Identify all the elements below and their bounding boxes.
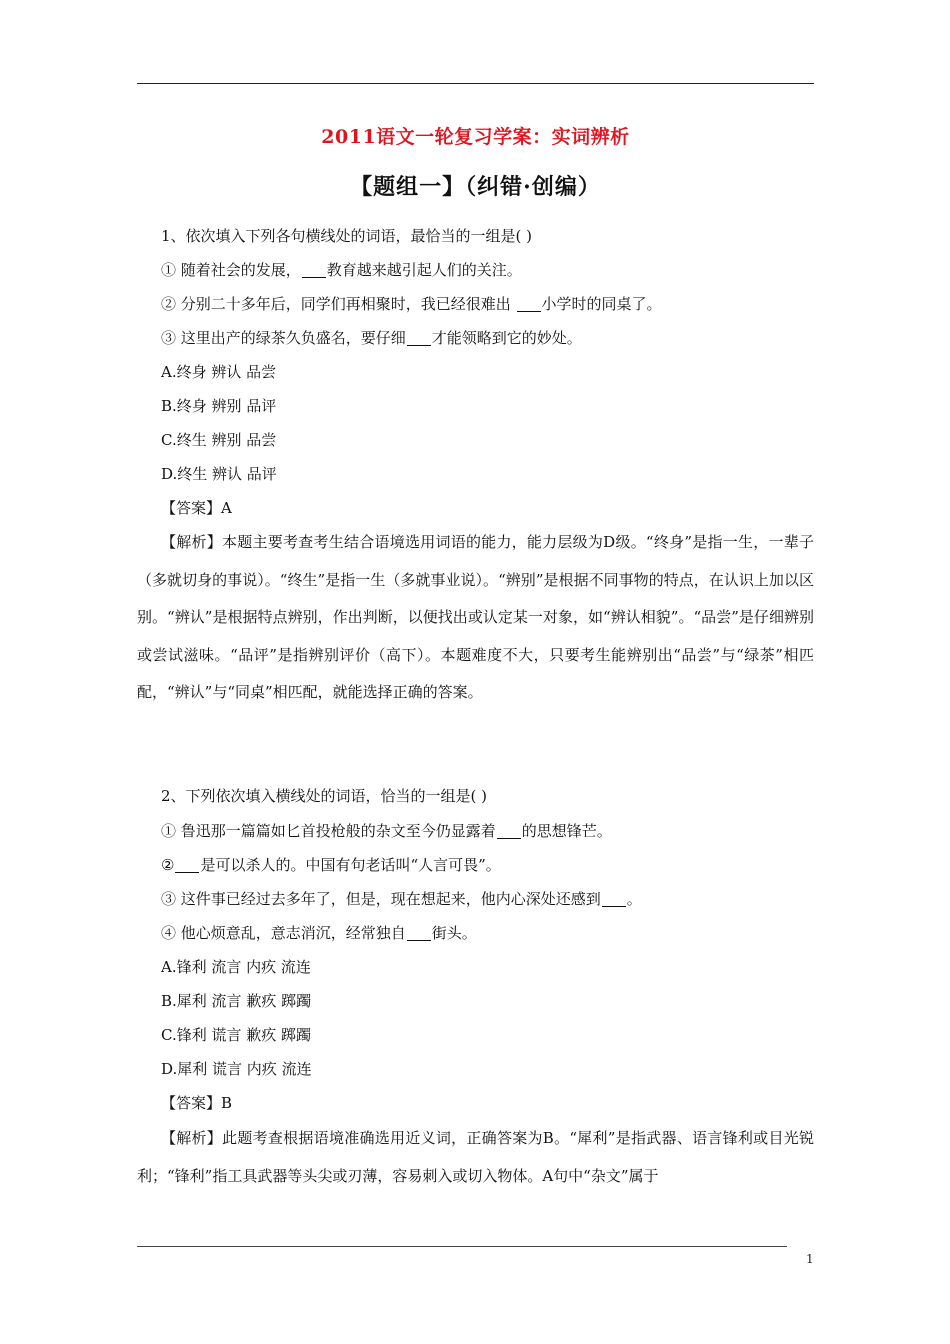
q2-s1-after: 的思想锋芒。 bbox=[521, 822, 612, 840]
q1-option-c: C.终生 辨别 品尝 bbox=[161, 431, 277, 449]
q1-stem: 1、依次填入下列各句横线处的词语，最恰当的一组是( ) bbox=[161, 227, 533, 245]
q2-sentence-3 bbox=[161, 889, 642, 909]
q2-answer: 【答案】B bbox=[161, 1094, 233, 1112]
page-number: 1 bbox=[806, 1252, 814, 1266]
q1-analysis-text: 【解析】本题主要考查考生结合语境选用词语的能力，能力层级为D级。“终身”是指一生，一辈子（多就切身的事说）。“终生”是指一生（多就事业说）。“辨别”是根据不同事物的特点，在认识上加以区别。“辨认”是根据特点辨别，作出判断，以便找出或认定某一对象，如“辨认相貌”。“品尝”是仔细辨别或尝试滋味。“品评”是指辨别评价（高下）。本题难度不大，只要考生能辨别出“品尝”与“绿茶”相匹配，“辨认”与“同桌”相匹配，就能选择正确的答案。 bbox=[137, 533, 814, 701]
blank-line bbox=[175, 858, 199, 873]
q2-option-d: D.犀利 谎言 内疚 流连 bbox=[161, 1060, 312, 1078]
q1-answer: 【答案】A bbox=[161, 499, 232, 517]
q2-s3-after: 。 bbox=[626, 890, 642, 908]
q2-s3-before: ③ 这件事已经过去多年了，但是，现在想起来，他内心深处还感到 bbox=[161, 890, 601, 908]
blank-line bbox=[407, 926, 431, 941]
q2-sentence-2 bbox=[161, 855, 501, 875]
header-rule bbox=[137, 83, 814, 84]
q2-sentence-1 bbox=[161, 821, 612, 841]
q2-sentence-4 bbox=[161, 923, 477, 943]
q1-s3-before: ③ 这里出产的绿茶久负盛名，要仔细 bbox=[161, 329, 406, 347]
q1-sentence-1 bbox=[161, 260, 522, 280]
q1-option-b: B.终身 辨别 品评 bbox=[161, 397, 277, 415]
section-subtitle: 【题组一】（纠错·创编） bbox=[350, 174, 601, 200]
q1-s1-before: ① 随着社会的发展， bbox=[161, 261, 301, 279]
q2-s2-before: ② bbox=[161, 856, 175, 874]
q2-option-a: A.锋利 流言 内疚 流连 bbox=[161, 958, 311, 976]
q1-analysis bbox=[137, 524, 814, 712]
q1-s2-before: ② 分别二十多年后，同学们再相聚时，我已经很难出 bbox=[161, 295, 516, 313]
q2-s4-after: 街头。 bbox=[431, 924, 477, 942]
q1-sentence-2 bbox=[161, 294, 662, 314]
blank-line bbox=[602, 892, 626, 907]
blank-line bbox=[302, 263, 326, 278]
q1-s1-after: 教育越来越引起人们的关注。 bbox=[326, 261, 522, 279]
q2-s2-after: 是可以杀人的。中国有句老话叫“人言可畏”。 bbox=[200, 856, 501, 874]
q1-option-d: D.终生 辨认 品评 bbox=[161, 465, 277, 483]
q2-analysis-text: 【解析】此题考查根据语境准确选用近义词，正确答案为B。“犀利”是指武器、语言锋利或目光锐利；“锋利”指工具武器等头尖或刃薄，容易刺入或切入物体。A句中“杂文”属于 bbox=[137, 1129, 814, 1185]
q1-s3-after: 才能领略到它的妙处。 bbox=[431, 329, 582, 347]
footer-rule bbox=[137, 1246, 787, 1247]
q1-option-a: A.终身 辨认 品尝 bbox=[161, 363, 277, 381]
blank-line bbox=[497, 824, 521, 839]
blank-line bbox=[517, 297, 541, 312]
q2-s1-before: ① 鲁迅那一篇篇如匕首投枪般的杂文至今仍显露着 bbox=[161, 822, 496, 840]
q1-s2-after: 小学时的同桌了。 bbox=[541, 295, 662, 313]
q2-option-b: B.犀利 流言 歉疚 踯躅 bbox=[161, 992, 312, 1010]
document-title: 2011语文一轮复习学案：实词辨析 bbox=[321, 126, 630, 148]
q2-stem: 2、下列依次填入横线处的词语，恰当的一组是( ) bbox=[161, 787, 488, 805]
q2-option-c: C.锋利 谎言 歉疚 踯躅 bbox=[161, 1026, 312, 1044]
q2-analysis bbox=[137, 1120, 814, 1195]
blank-line bbox=[407, 331, 431, 346]
q1-sentence-3 bbox=[161, 328, 582, 348]
q2-s4-before: ④ 他心烦意乱，意志消沉，经常独自 bbox=[161, 924, 406, 942]
